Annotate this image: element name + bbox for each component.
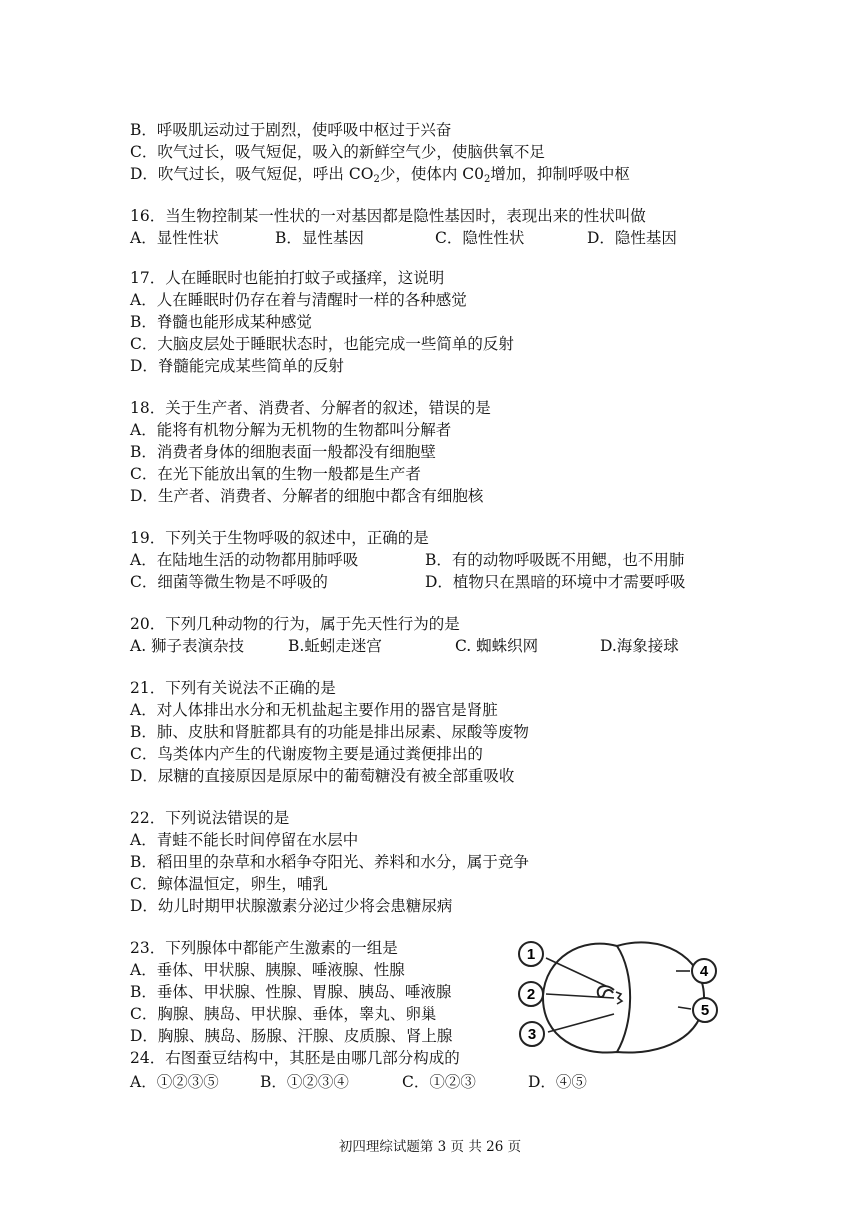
label-2 [519, 982, 543, 1006]
q16-option-b: B．显性基因 [275, 229, 364, 247]
svg-text:3: 3 [527, 1026, 537, 1043]
radicle-mark [616, 992, 622, 1004]
q22-option-d: D．幼儿时期甲状腺激素分泌过少将会患糖尿病 [130, 897, 453, 915]
q24-option-a: A．①②③⑤ [130, 1073, 219, 1091]
svg-text:4: 4 [699, 963, 709, 980]
q20-stem: 20．下列几种动物的行为，属于先天性行为的是 [130, 615, 460, 633]
q15-option-d: D．吹气过长，吸气短促，呼出 $CO_2$少，使体内 $C0_2$增加，抑制呼吸中枢 [130, 165, 630, 185]
q19-option-d: D．植物只在黑暗的环境中才需要呼吸 [425, 573, 686, 591]
q20-option-b: B.蚯蚓走迷宫 [288, 637, 382, 655]
q24-option-c: C．①②③ [402, 1073, 476, 1091]
q18-stem: 18．关于生产者、消费者、分解者的叙述，错误的是 [130, 399, 491, 417]
q22-option-b: B．稻田里的杂草和水稻争夺阳光、养料和水分，属于竞争 [130, 853, 529, 871]
q17-option-d: D．脊髓能完成某些简单的反射 [130, 357, 344, 375]
label-5 [693, 998, 717, 1022]
label-4 [692, 959, 716, 983]
q18-option-c: C．在光下能放出氧的生物一般都是生产者 [130, 465, 421, 483]
q20-option-a: A. 狮子表演杂技 [130, 637, 245, 655]
q16-option-c: C．隐性性状 [435, 229, 525, 247]
q21-stem: 21．下列有关说法不正确的是 [130, 679, 336, 697]
q20-option-c: C. 蜘蛛织网 [455, 637, 539, 655]
q21-option-c: C．鸟类体内产生的代谢废物主要是通过粪便排出的 [130, 745, 483, 763]
leader-line-5 [678, 1007, 691, 1009]
svg-text:5: 5 [700, 1002, 710, 1019]
q17-option-b: B．脊髓也能形成某种感觉 [130, 313, 312, 331]
broad-bean-seed-diagram [510, 928, 730, 1068]
q18-option-d: D．生产者、消费者、分解者的细胞中都含有细胞核 [130, 487, 484, 505]
q24-stem: 24．右图蚕豆结构中，其胚是由哪几部分构成的 [130, 1049, 460, 1067]
q24-option-d: D．④⑤ [528, 1073, 587, 1091]
q15-option-b: B．呼吸肌运动过于剧烈，使呼吸中枢过于兴奋 [130, 121, 452, 139]
q21-option-a: A．对人体排出水分和无机盐起主要作用的器官是肾脏 [130, 701, 498, 719]
page-footer: 初四理综试题第 3 页 共 26 页 [338, 1139, 522, 1155]
plumule-hook [598, 986, 614, 997]
q17-option-c: C．大脑皮层处于睡眠状态时，也能完成一些简单的反射 [130, 335, 514, 353]
q21-option-b: B．肺、皮肤和肾脏都具有的功能是排出尿素、尿酸等废物 [130, 723, 529, 741]
q18-option-b: B．消费者身体的细胞表面一般都没有细胞壁 [130, 443, 436, 461]
svg-text:1: 1 [526, 946, 536, 963]
q17-option-a: A．人在睡眠时仍存在着与清醒时一样的各种感觉 [130, 291, 467, 309]
q21-option-d: D．尿糖的直接原因是原尿中的葡萄糖没有被全部重吸收 [130, 767, 515, 785]
q19-stem: 19．下列关于生物呼吸的叙述中，正确的是 [130, 529, 429, 547]
q19-option-a: A．在陆地生活的动物都用肺呼吸 [130, 551, 359, 569]
q22-option-a: A．青蛙不能长时间停留在水层中 [130, 831, 359, 849]
leader-line-1 [546, 958, 606, 986]
q23-option-a: A．垂体、甲状腺、胰腺、唾液腺、性腺 [130, 961, 405, 979]
q23-option-b: B．垂体、甲状腺、性腺、胃腺、胰岛、唾液腺 [130, 983, 452, 1001]
q17-stem: 17．人在睡眠时也能拍打蚊子或搔痒，这说明 [130, 269, 445, 287]
q23-option-c: C．胸腺、胰岛、甲状腺、垂体，睾丸、卵巢 [130, 1005, 437, 1023]
q19-option-b: B．有的动物呼吸既不用鳃，也不用肺 [425, 551, 685, 569]
q23-stem: 23．下列腺体中都能产生激素的一组是 [130, 939, 398, 957]
q20-option-d: D.海象接球 [600, 637, 679, 655]
q16-stem: 16．当生物控制某一性状的一对基因都是隐性基因时，表现出来的性状叫做 [130, 207, 646, 225]
q16-option-a: A．显性性状 [130, 229, 219, 247]
q22-stem: 22．下列说法错误的是 [130, 809, 290, 827]
label-3 [520, 1022, 544, 1046]
q18-option-a: A．能将有机物分解为无机物的生物都叫分解者 [130, 421, 452, 439]
q23-option-d: D．胸腺、胰岛、肠腺、汗腺、皮质腺、肾上腺 [130, 1027, 453, 1045]
leader-line-3 [548, 1014, 614, 1032]
q15-option-c: C．吹气过长，吸气短促，吸入的新鲜空气少，使脑供氧不足 [130, 143, 545, 161]
q22-option-c: C．鲸体温恒定，卵生，哺乳 [130, 875, 328, 893]
q19-option-c: C．细菌等微生物是不呼吸的 [130, 573, 328, 591]
q24-option-b: B．①②③④ [260, 1073, 349, 1091]
label-1 [519, 942, 543, 966]
q16-option-d: D．隐性基因 [587, 229, 677, 247]
svg-text:2: 2 [526, 986, 536, 1003]
